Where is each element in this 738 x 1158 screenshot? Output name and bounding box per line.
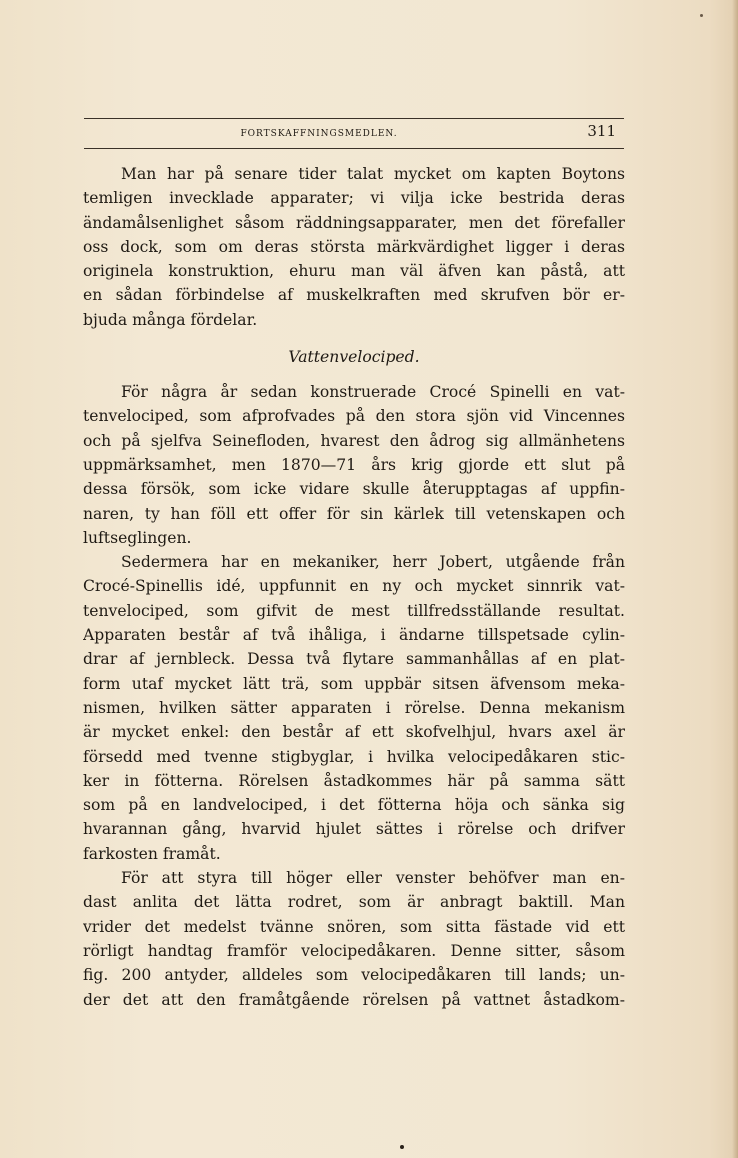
header-rule-bottom (84, 148, 624, 149)
text-line: Crocé-Spinellis idé, uppfunnit en ny och mycket sinnrik vat- (83, 577, 625, 596)
text-line: vrider det medelst tvänne snören, som sitta fästade vid ett (83, 917, 625, 936)
text-line: och på sjelfva Seinefloden, hvarest den ådrog sig allmänhetens (83, 431, 625, 450)
text-line: ker in fötterna. Rörelsen åstadkommes här på samma sätt (83, 771, 625, 790)
text-line: som på en landvelociped, i det fötterna höja och sänka sig (83, 796, 625, 815)
text-line: uppmärksamhet, men 1870—71 års krig gjorde ett slut på (83, 455, 625, 474)
header-rule-top (84, 118, 624, 119)
text-line: är mycket enkel: den består af ett skofvelhjul, hvars axel är (83, 723, 625, 742)
text-line: form utaf mycket lätt trä, som uppbär sitsen äfvensom meka- (83, 674, 625, 693)
text-line: tenvelociped, som afprofvades på den stora sjön vid Vincennes (83, 407, 625, 426)
text-line: Sedermera har en mekaniker, herr Jobert, utgående från (121, 553, 625, 572)
page-header (84, 112, 624, 152)
text-line: För att styra till höger eller venster behöfver man en- (121, 869, 625, 888)
text-line: oss dock, som om deras största märkvärdighet ligger i deras (83, 237, 625, 256)
text-line: dessa försök, som icke vidare skulle återupptagas af uppfin- (83, 480, 625, 499)
text-line: tenvelociped, som gifvit de mest tillfredsställande resultat. (83, 601, 625, 620)
text-line: För några år sedan konstruerade Crocé Spinelli en vat- (121, 383, 625, 402)
page-edge-shadow (732, 0, 738, 1158)
running-head: FORTSKAFFNINGSMEDLEN. (240, 129, 398, 139)
body-text (83, 162, 625, 1012)
text-line: försedd med tvenne stigbyglar, i hvilka velocipedåkaren stic- (83, 747, 625, 766)
text-line: luftseglingen. (83, 528, 192, 547)
text-line: naren, ty han föll ett offer för sin kärlek till vetenskapen och (83, 504, 625, 523)
page-number: 311 (587, 122, 616, 140)
paper-speck (400, 1145, 404, 1149)
text-line: en sådan förbindelse af muskelkraften med skrufven bör er- (83, 286, 625, 305)
text-line: Apparaten består af två ihåliga, i ändarne tillspetsade cylin- (83, 626, 625, 645)
text-line: dast anlita det lätta rodret, som är anbragt baktill. Man (83, 893, 625, 912)
text-line: Man har på senare tider talat mycket om kapten Boytons (121, 165, 625, 183)
text-line: ändamålsenlighet såsom räddningsapparater, men det förefaller (83, 213, 625, 232)
text-line: drar af jernbleck. Dessa två flytare sammanhållas af en plat- (83, 650, 625, 669)
text-line: der det att den framåtgående rörelsen på vattnet åstadkom- (83, 990, 625, 1009)
text-line: farkosten framåt. (83, 844, 221, 863)
text-line: fig. 200 antyder, alldeles som velocipedåkaren till lands; un- (83, 966, 625, 985)
paper-speck (700, 14, 703, 17)
text-line: nismen, hvilken sätter apparaten i rörelse. Denna mekanism (83, 698, 625, 717)
text-line: temligen invecklade apparater; vi vilja icke bestrida deras (83, 189, 625, 208)
text-line: hvarannan gång, hvarvid hjulet sättes i rörelse och drifver (83, 820, 625, 839)
text-line: bjuda många fördelar. (83, 310, 258, 329)
text-line: originela konstruktion, ehuru man väl äfven kan påstå, att (83, 262, 625, 281)
section-heading: Vattenvelociped. (288, 348, 420, 367)
text-line: rörligt handtag framför velocipedåkaren. Denne sitter, såsom (83, 941, 625, 960)
